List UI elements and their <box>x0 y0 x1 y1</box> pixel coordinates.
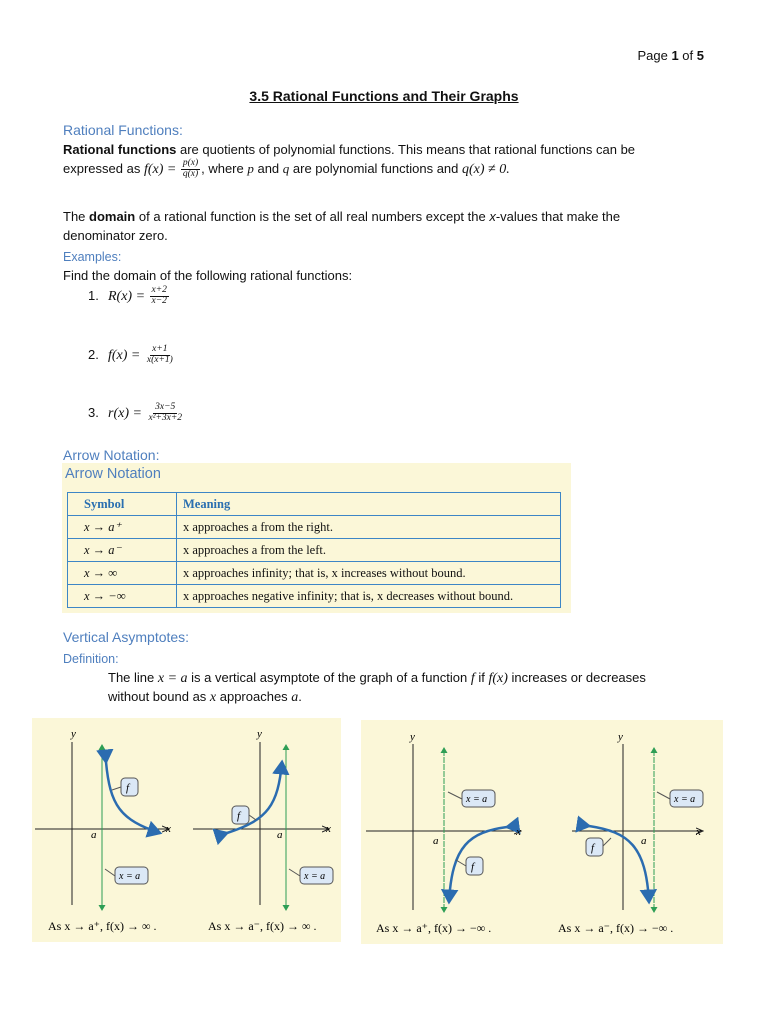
examples-heading: Examples: <box>63 250 122 264</box>
asymptote-label: x = a <box>674 794 696 805</box>
arrow-notation-heading: Arrow Notation: <box>63 447 160 463</box>
y-label: y <box>257 728 262 740</box>
examples-prompt: Find the domain of the following rational functions: <box>63 268 353 283</box>
f-label: f <box>237 810 241 822</box>
where-text: , where <box>201 160 248 176</box>
example-lhs: R(x) = <box>108 288 149 304</box>
rational-term: Rational functions <box>63 142 177 157</box>
example-lhs: r(x) = <box>108 405 146 421</box>
example-lhs: f(x) = <box>108 347 144 363</box>
meaning-cell: x approaches negative infinity; that is, x decreases without bound. <box>177 585 561 608</box>
definition-heading: Definition: <box>63 652 119 666</box>
symbol-header: Symbol <box>68 493 177 516</box>
asymptote-label: x = a <box>304 871 326 882</box>
def-text-g: . <box>298 689 302 704</box>
def-text-e: without bound as <box>108 689 210 704</box>
q-condition: q(x) ≠ 0. <box>462 161 510 177</box>
x-label: x <box>166 823 171 835</box>
a-label: a <box>91 829 97 841</box>
def-text-d: increases or decreases <box>507 670 646 685</box>
example-numerator: x+1 <box>152 344 168 354</box>
def-text-c: if <box>474 670 489 685</box>
graph-1 <box>35 728 171 933</box>
y-label: y <box>618 731 623 743</box>
asymptote-callout-pointer <box>448 792 462 799</box>
f-callout-pointer <box>456 860 466 866</box>
q-var: q <box>282 160 290 176</box>
f-label: f <box>126 782 130 794</box>
rational-def-text: are quotients of polynomial functions. This means that rational functions can be <box>176 142 636 157</box>
example-numerator: 3x−5 <box>155 402 176 412</box>
f-callout <box>466 857 483 875</box>
vertical-asymptotes-heading: Vertical Asymptotes: <box>63 629 190 645</box>
example-denominator: x−2 <box>151 295 167 306</box>
fx-expression: f(x) = <box>143 161 180 177</box>
a-label: a <box>277 829 283 841</box>
graph-2 <box>193 728 333 933</box>
page-of: of <box>682 48 694 63</box>
f-callout-pointer <box>112 787 121 790</box>
example-number: 3. <box>88 404 99 420</box>
symbol-cell: x → −∞ <box>68 585 177 608</box>
polynomial-text: are polynomial functions and <box>289 160 462 176</box>
curve <box>589 826 649 902</box>
x-label: x <box>326 823 331 835</box>
def-f: f <box>470 671 475 686</box>
def-x: x <box>209 690 217 705</box>
def-text-b: is a vertical asymptote of the graph of a function <box>187 670 471 685</box>
y-label: y <box>71 728 76 740</box>
f-callout <box>121 778 138 796</box>
example-numerator: x+2 <box>151 285 167 295</box>
domain-text2: -values that make the <box>495 209 621 224</box>
p-var: p <box>247 160 254 176</box>
def-equation: x = a <box>157 671 188 686</box>
def-text-f: approaches <box>216 689 292 704</box>
example-denominator: x²+3x+2 <box>148 412 183 423</box>
def-a: a <box>291 690 299 705</box>
domain-text: of a rational function is the set of all real numbers except the <box>135 209 490 224</box>
a-label: a <box>433 835 439 847</box>
domain-pre: The <box>63 209 90 224</box>
a-label: a <box>641 835 647 847</box>
symbol-cell: x → ∞ <box>68 562 177 585</box>
symbol-cell: x → a⁻ <box>68 539 177 562</box>
domain-line2: denominator zero. <box>63 228 168 243</box>
meaning-cell: x approaches a from the right. <box>177 516 561 539</box>
page-title: 3.5 Rational Functions and Their Graphs <box>249 88 519 104</box>
caption: As x → a⁻, f(x) → −∞ . <box>558 921 674 935</box>
caption: As x → a⁺, f(x) → −∞ . <box>376 921 492 935</box>
curve <box>106 762 160 833</box>
example-number: 1. <box>88 287 99 303</box>
graph-3 <box>366 731 521 935</box>
meaning-cell: x approaches infinity; that is, x increases without bound. <box>177 562 561 585</box>
meaning-cell: x approaches a from the left. <box>177 539 561 562</box>
x-label: x <box>696 826 701 838</box>
asymptote-label: x = a <box>119 871 141 882</box>
example-number: 2. <box>88 346 99 362</box>
asymptote-callout-pointer <box>657 792 670 799</box>
caption: As x → a⁻, f(x) → ∞ . <box>208 919 317 933</box>
asymptote-label: x = a <box>466 794 488 805</box>
f-callout <box>232 806 249 824</box>
pq-numerator: p(x) <box>182 158 199 168</box>
expressed-as-text: expressed as <box>63 160 144 176</box>
meaning-header: Meaning <box>177 493 561 516</box>
f-label: f <box>471 861 475 873</box>
page-total: 5 <box>696 48 704 63</box>
and-text: and <box>253 160 283 176</box>
x-label: x <box>516 826 521 838</box>
page-current: 1 <box>671 48 679 63</box>
page-label: Page <box>637 48 668 63</box>
example-denominator: x(x+1) <box>146 354 173 365</box>
domain-term: domain <box>89 209 136 224</box>
arrow-notation-box-title: Arrow Notation <box>65 466 161 482</box>
caption: As x → a⁺, f(x) → ∞ . <box>48 919 157 933</box>
domain-x: x <box>489 209 496 224</box>
graph-4 <box>558 731 703 935</box>
y-label: y <box>410 731 415 743</box>
f-label: f <box>591 842 595 854</box>
f-callout <box>586 838 603 856</box>
asymptote-callout-pointer <box>289 869 300 876</box>
def-fx: f(x) <box>488 671 508 686</box>
def-text-a: The line <box>108 670 158 685</box>
pq-denominator: q(x) <box>182 168 199 179</box>
f-callout-pointer <box>603 838 611 846</box>
f-callout-pointer <box>249 815 256 820</box>
symbol-cell: x → a⁺ <box>68 516 177 539</box>
rational-functions-heading: Rational Functions: <box>63 122 183 138</box>
asymptote-callout-pointer <box>105 869 115 876</box>
